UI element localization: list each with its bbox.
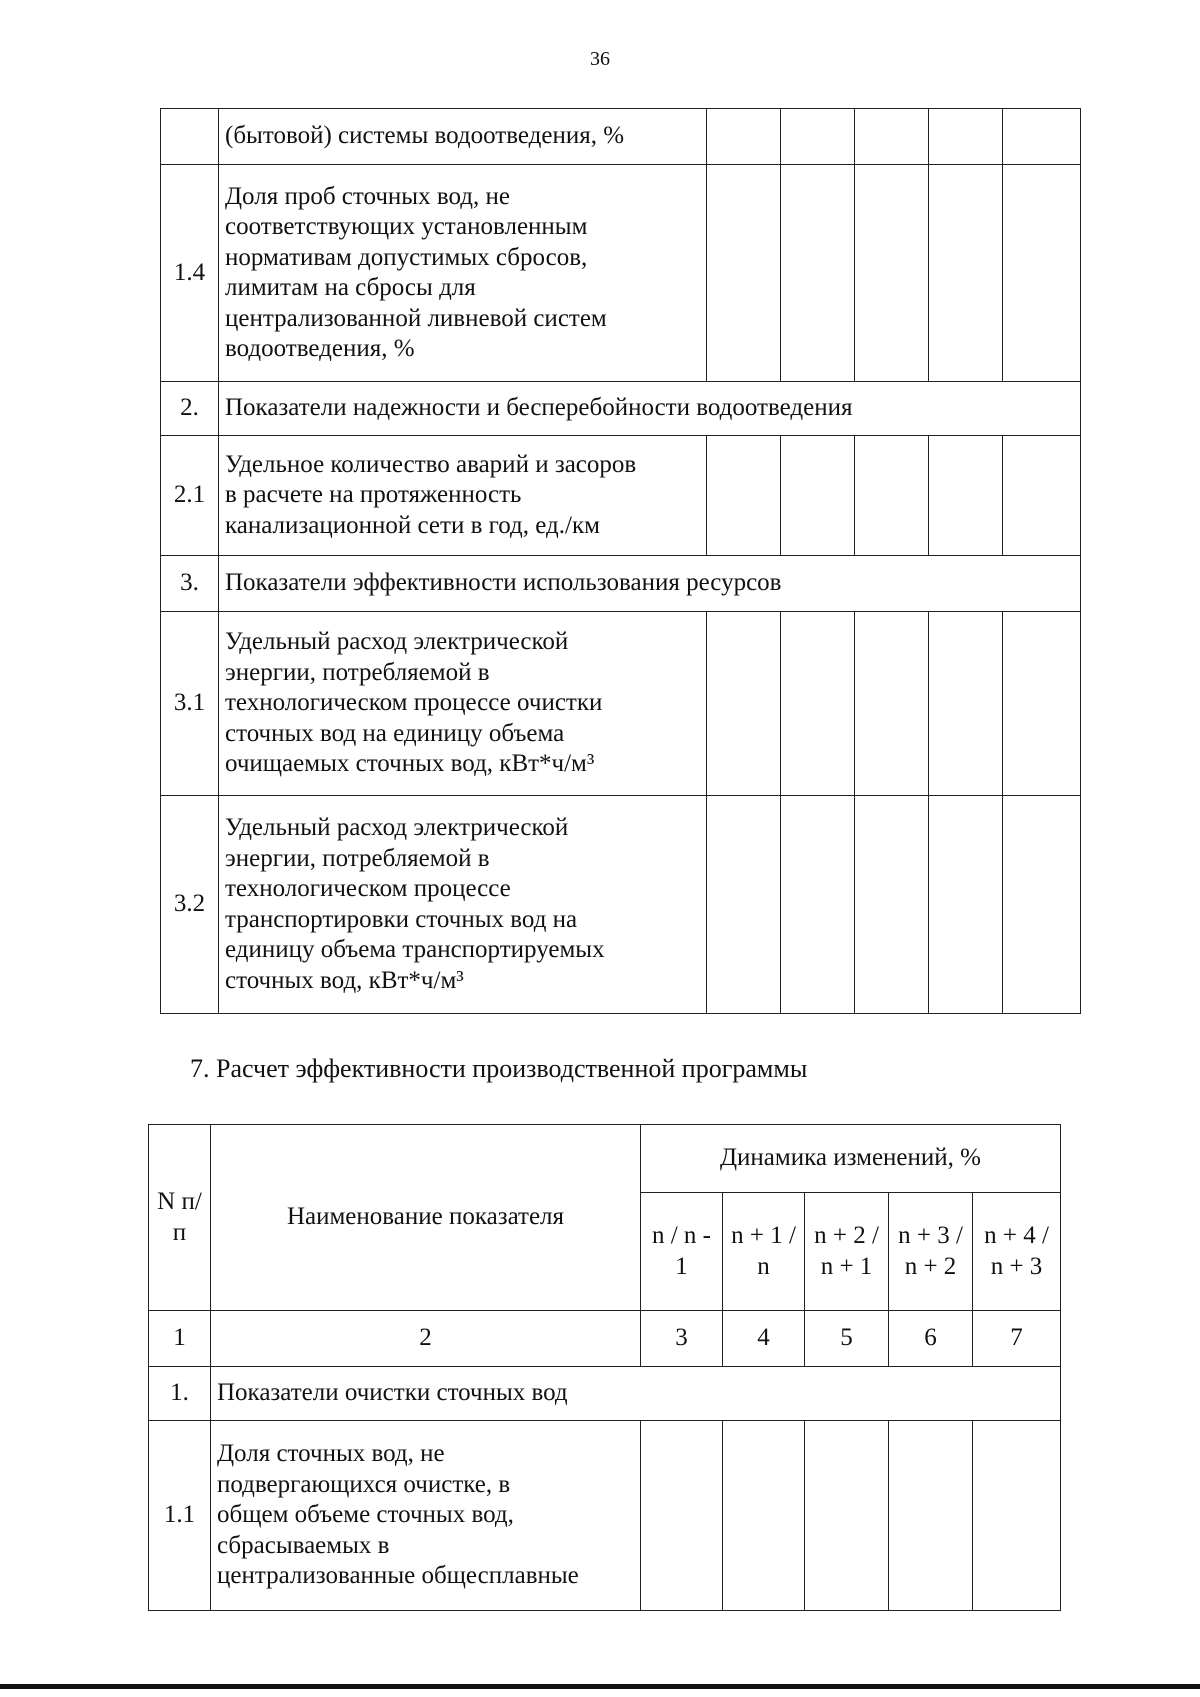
row-description: Удельное количество аварий и засоров в расчете на протяженность канализационной сети в год, ед./км xyxy=(219,436,707,556)
row-description: Удельный расход электрической энергии, потребляемой в технологическом процессе транспортировки сточных вод на единицу объема транспортируемых сточных вод, кВт*ч/м³ xyxy=(219,796,707,1014)
header-row xyxy=(149,1125,1061,1193)
section-number: 2. xyxy=(161,382,219,436)
value-cell xyxy=(929,796,1003,1014)
value-cell xyxy=(973,1421,1061,1611)
column-number: 6 xyxy=(889,1311,973,1367)
row-number: 2.1 xyxy=(161,436,219,556)
row-description: Доля сточных вод, не подвергающихся очистке, в общем объеме сточных вод, сбрасываемых в централизованные общесплавные xyxy=(211,1421,641,1611)
indicators-table-continued xyxy=(160,108,1081,1014)
column-number: 1 xyxy=(149,1311,211,1367)
value-cell xyxy=(1003,436,1081,556)
value-cell xyxy=(707,165,781,382)
column-number: 3 xyxy=(641,1311,723,1367)
row-description: (бытовой) системы водоотведения, % xyxy=(219,109,707,165)
value-cell xyxy=(855,109,929,165)
value-cell xyxy=(805,1421,889,1611)
page-number: 36 xyxy=(590,48,610,70)
header-period: n / n - 1 xyxy=(641,1193,723,1311)
header-dynamics: Динамика изменений, % xyxy=(641,1125,1061,1193)
value-cell xyxy=(723,1421,805,1611)
value-cell xyxy=(707,612,781,796)
section-title: Показатели эффективности использования ресурсов xyxy=(219,556,1081,612)
value-cell xyxy=(781,796,855,1014)
section-7-title: 7. Расчет эффективности производственной программы xyxy=(190,1054,808,1083)
value-cell xyxy=(929,109,1003,165)
column-number: 4 xyxy=(723,1311,805,1367)
header-name: Наименование показателя xyxy=(211,1125,641,1311)
row-description: Удельный расход электрической энергии, потребляемой в технологическом процессе очистки сточных вод на единицу объема очищаемых сточных вод, кВт*ч/м³ xyxy=(219,612,707,796)
section-row xyxy=(161,382,1081,436)
table-row xyxy=(161,612,1081,796)
table-row xyxy=(161,165,1081,382)
value-cell xyxy=(707,109,781,165)
row-number: 3.2 xyxy=(161,796,219,1014)
value-cell xyxy=(781,109,855,165)
section-number: 3. xyxy=(161,556,219,612)
table-row xyxy=(149,1421,1061,1611)
value-cell xyxy=(855,612,929,796)
row-description: Доля проб сточных вод, не соответствующих установленным нормативам допустимых сбросов, лимитам на сбросы для централизованной ливневой систем водоотведения, % xyxy=(219,165,707,382)
value-cell xyxy=(1003,612,1081,796)
table-row xyxy=(161,436,1081,556)
header-period: n + 4 / n + 3 xyxy=(973,1193,1061,1311)
value-cell xyxy=(929,436,1003,556)
table-row xyxy=(161,109,1081,165)
section-title: Показатели надежности и бесперебойности водоотведения xyxy=(219,382,1081,436)
value-cell xyxy=(707,796,781,1014)
section-number: 1. xyxy=(149,1367,211,1421)
row-number: 3.1 xyxy=(161,612,219,796)
value-cell xyxy=(781,612,855,796)
row-number: 1.1 xyxy=(149,1421,211,1611)
value-cell xyxy=(889,1421,973,1611)
efficiency-table xyxy=(148,1124,1061,1611)
value-cell xyxy=(929,612,1003,796)
bottom-rule xyxy=(0,1684,1200,1689)
section-title: Показатели очистки сточных вод xyxy=(211,1367,1061,1421)
value-cell xyxy=(781,165,855,382)
column-number: 2 xyxy=(211,1311,641,1367)
value-cell xyxy=(1003,109,1081,165)
row-number: 1.4 xyxy=(161,165,219,382)
column-number: 7 xyxy=(973,1311,1061,1367)
value-cell xyxy=(855,436,929,556)
value-cell xyxy=(781,436,855,556)
section-row xyxy=(161,556,1081,612)
value-cell xyxy=(929,165,1003,382)
header-number: N п/п xyxy=(149,1125,211,1311)
table-row xyxy=(161,796,1081,1014)
header-period: n + 1 / n xyxy=(723,1193,805,1311)
value-cell xyxy=(641,1421,723,1611)
column-number-row xyxy=(149,1311,1061,1367)
row-number xyxy=(161,109,219,165)
header-period: n + 3 / n + 2 xyxy=(889,1193,973,1311)
column-number: 5 xyxy=(805,1311,889,1367)
header-period: n + 2 / n + 1 xyxy=(805,1193,889,1311)
value-cell xyxy=(855,165,929,382)
value-cell xyxy=(855,796,929,1014)
value-cell xyxy=(1003,796,1081,1014)
value-cell xyxy=(707,436,781,556)
section-row xyxy=(149,1367,1061,1421)
value-cell xyxy=(1003,165,1081,382)
